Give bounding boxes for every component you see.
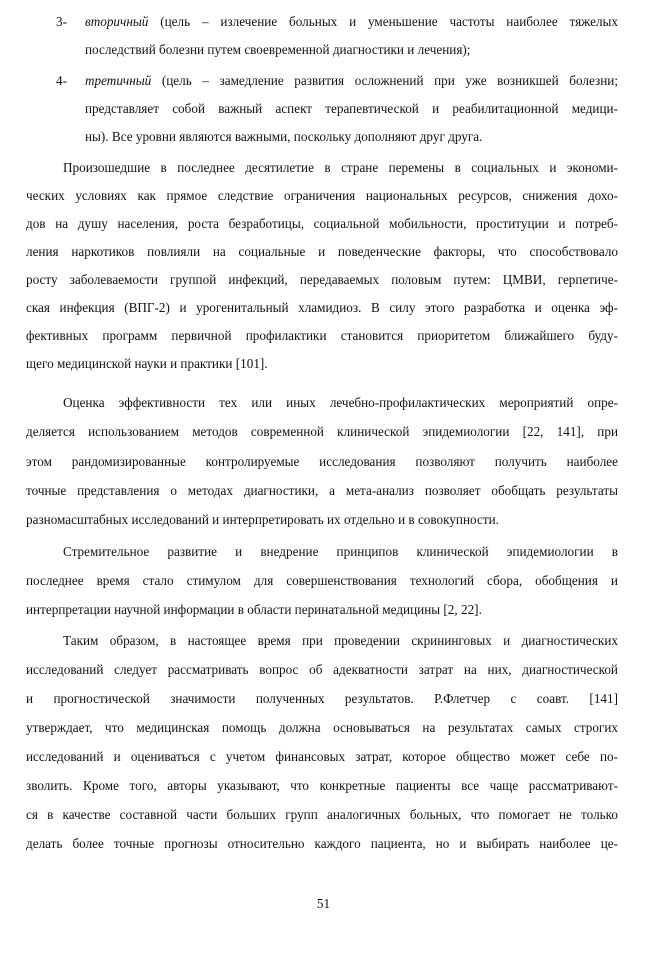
paragraph-line: росту заболеваемости группой инфекций, передаваемых половым путем: ЦМВИ, герпетиче-: [26, 272, 618, 287]
list-item-line: последствий болезни путем своевременной диагностики и лечения);: [85, 42, 471, 57]
paragraph-line: делать более точные прогнозы относительно каждого пациента, но и выбирать наиболее це-: [26, 836, 618, 851]
paragraph-line: этом рандомизированные контролируемые исследования позволяют получить наиболее: [26, 454, 618, 469]
paragraph-line: точные представления о методах диагностики, а мета-анализ позволяет обобщать результаты: [26, 483, 618, 498]
list-item-line: ны). Все уровни являются важными, поскольку дополняют друг друга.: [85, 129, 483, 144]
list-item-term: третичный: [85, 73, 152, 88]
paragraph-line: дов на душу населения, роста безработицы, социальной мобильности, проституции и потреб-: [26, 216, 618, 231]
paragraph-line: Произошедшие в последнее десятилетие в стране перемены в социальных и экономи-: [63, 160, 618, 175]
paragraph-line: щего медицинской науки и практики [101].: [26, 356, 268, 371]
paragraph-line: исследований следует рассматривать вопрос об адекватности затрат на них, диагностической: [26, 662, 618, 677]
paragraph-line: Оценка эффективности тех или иных лечебно-профилактических мероприятий опре-: [63, 395, 618, 410]
paragraph-line: Таким образом, в настоящее время при проведении скрининговых и диагностических: [63, 633, 618, 648]
paragraph-line: Стремительное развитие и внедрение принципов клинической эпидемиологии в: [63, 544, 618, 559]
paragraph-line: интерпретации научной информации в области перинатальной медицины [2, 22].: [26, 602, 482, 617]
paragraph-line: исследований и оцениваться с учетом финансовых затрат, которое общество может себе по-: [26, 749, 618, 764]
paragraph-line: фективных программ первичной профилактики становится приоритетом ближайшего буду-: [26, 328, 618, 343]
paragraph-line: разномасштабных исследований и интерпретировать их отдельно и в совокупности.: [26, 512, 499, 527]
paragraph-line: ся в качестве составной части больших групп аналогичных больных, что помогает не только: [26, 807, 618, 822]
list-item-term: вторичный: [85, 14, 149, 29]
paragraph-line: ления наркотиков повлияли на социальные и поведенческие факторы, что способствовало: [26, 244, 618, 259]
paragraph-line: последнее время стало стимулом для совершенствования технологий сбора, обобщения и: [26, 573, 618, 588]
paragraph-line: утверждает, что медицинская помощь должна основываться на результатах самых строгих: [26, 720, 618, 735]
paragraph-line: зволить. Кроме того, авторы указывают, что конкретные пациенты все чаще рассматривают-: [26, 778, 618, 793]
list-item-number: 3-: [56, 14, 67, 29]
paragraph-line: и прогностической значимости полученных результатов. Р.Флетчер с соавт. [141]: [26, 691, 618, 706]
paragraph-line: деляется использованием методов современной клинической эпидемиологии [22, 141], при: [26, 424, 618, 439]
page-number: 51: [316, 896, 331, 911]
paragraph-line: ская инфекция (ВПГ-2) и урогенитальный хламидиоз. В силу этого разработка и оценка эф-: [26, 300, 618, 315]
list-item-number: 4-: [56, 73, 67, 88]
paragraph-line: ческих условиях как прямое следствие ограничения национальных ресурсов, снижения дохо-: [26, 188, 618, 203]
list-item-line: третичный (цель – замедление развития осложнений при уже возникшей болезни;: [85, 73, 618, 88]
list-item-line: представляет собой важный аспект терапевтической и реабилитационной медици-: [85, 101, 618, 116]
list-item-line: вторичный (цель – излечение больных и уменьшение частоты наиболее тяжелых: [85, 14, 618, 29]
